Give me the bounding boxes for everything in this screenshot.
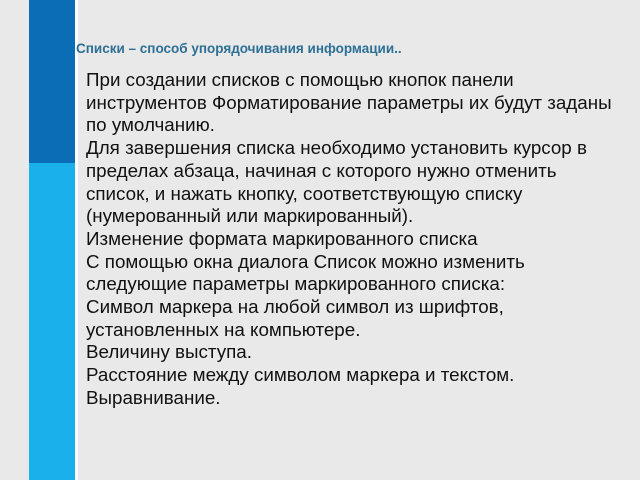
paragraph-intro: При создании списков с помощью кнопок панели инструментов Форматирование параметры их будут заданы по умолчанию. xyxy=(86,69,612,136)
paragraph-alignment: Выравнивание. xyxy=(86,386,221,408)
paragraph-indent: Величину выступа. xyxy=(86,341,252,363)
paragraph-dialog: С помощью окна диалога Список можно изменить следующие параметры маркированного списка: xyxy=(86,250,525,295)
paragraph-format-heading: Изменение формата маркированного списка xyxy=(86,227,478,249)
slide-body xyxy=(86,69,616,410)
paragraph-spacing: Расстояние между символом маркера и текстом. xyxy=(86,364,515,386)
sidebar-divider xyxy=(75,0,78,480)
slide-title: Списки – способ упорядочивания информации.. xyxy=(76,41,402,56)
paragraph-marker-symbol: Символ маркера на любой символ из шрифтов, установленных на компьютере. xyxy=(86,296,504,340)
paragraph-finish-list: Для завершения списка необходимо установить курсор в пределах абзаца, начиная с которого нужно отменить список, и нажать кнопку, соответствующую списку (нумерованный или маркированный). xyxy=(86,137,587,227)
sidebar-accent-dark xyxy=(29,0,75,163)
